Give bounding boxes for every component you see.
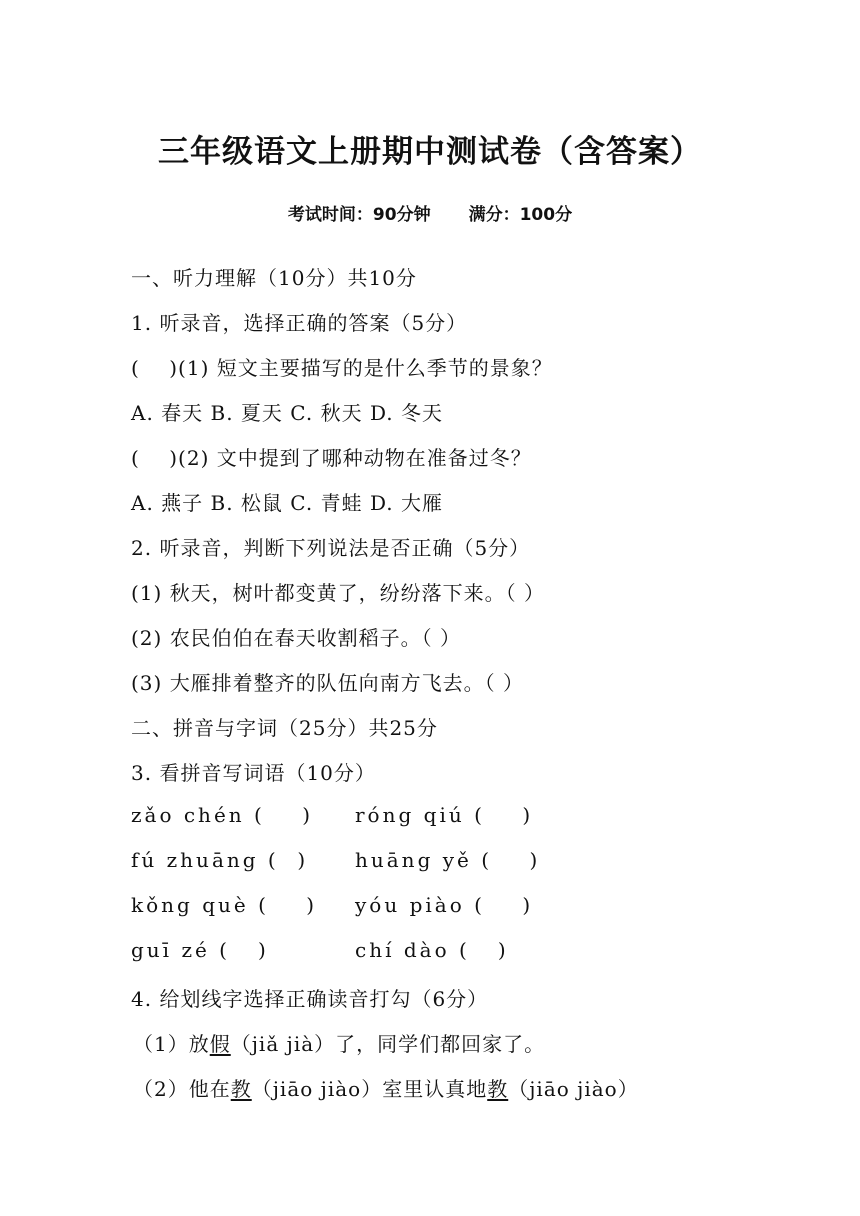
q4-item2-text: （jiāo jiào）室里认真地 — [251, 1077, 488, 1101]
exam-time: 考试时间：90分钟 — [287, 205, 431, 225]
q3-title: 3. 看拼音写词语（10分） — [131, 761, 376, 785]
q2-title: 2. 听录音，判断下列说法是否正确（5分） — [131, 536, 531, 560]
q1-item1: ( )(1) 短文主要描写的是什么季节的景象？ — [131, 356, 553, 380]
q4-item2 — [133, 1073, 639, 1102]
q2-item2: (2) 农民伯伯在春天收割稻子。（ ） — [131, 626, 462, 650]
exam-full-score: 满分：100分 — [468, 205, 573, 225]
q1-title: 1. 听录音，选择正确的答案（5分） — [131, 311, 468, 335]
q2-item1: (1) 秋天，树叶都变黄了，纷纷落下来。（ ） — [131, 581, 546, 605]
pinyin-item: huāng yě ( ) — [355, 848, 541, 872]
underlined-char: 假 — [209, 1032, 231, 1056]
pinyin-item: yóu piào ( ) — [355, 893, 534, 917]
q1-item2: ( )(2) 文中提到了哪种动物在准备过冬？ — [131, 446, 532, 470]
section2-heading: 二、拼音与字词（25分）共25分 — [131, 716, 438, 740]
pinyin-item: kǒng què ( ) — [131, 893, 318, 917]
q4-title: 4. 给划线字选择正确读音打勾（6分） — [131, 987, 489, 1011]
section1-heading: 一、听力理解（10分）共10分 — [131, 266, 417, 290]
underlined-char: 教 — [230, 1077, 252, 1101]
q1-options2: A. 燕子 B. 松鼠 C. 青蛙 D. 大雁 — [131, 491, 443, 515]
q4-item1-text: （1）放 — [133, 1032, 210, 1056]
underlined-char: 教 — [487, 1077, 509, 1101]
pinyin-item: fú zhuāng ( ) — [131, 848, 309, 872]
pinyin-item: chí dào ( ) — [355, 938, 509, 962]
pinyin-item: róng qiú ( ) — [355, 803, 534, 827]
q2-item3: (3) 大雁排着整齐的队伍向南方飞去。（ ） — [131, 671, 525, 695]
page-title: 三年级语文上册期中测试卷（含答案） — [158, 134, 702, 170]
q4-item2-text: （2）他在 — [133, 1077, 231, 1101]
q1-options1: A. 春天 B. 夏天 C. 秋天 D. 冬天 — [131, 401, 443, 425]
pinyin-item: guī zé ( ) — [131, 938, 269, 962]
exam-info — [0, 200, 860, 225]
q4-item1 — [133, 1028, 545, 1057]
pinyin-item: zǎo chén ( ) — [131, 803, 314, 827]
q4-item2-text: （jiāo jiào） — [508, 1077, 639, 1101]
q4-item1-text: （jiǎ jià）了，同学们都回家了。 — [230, 1032, 546, 1056]
